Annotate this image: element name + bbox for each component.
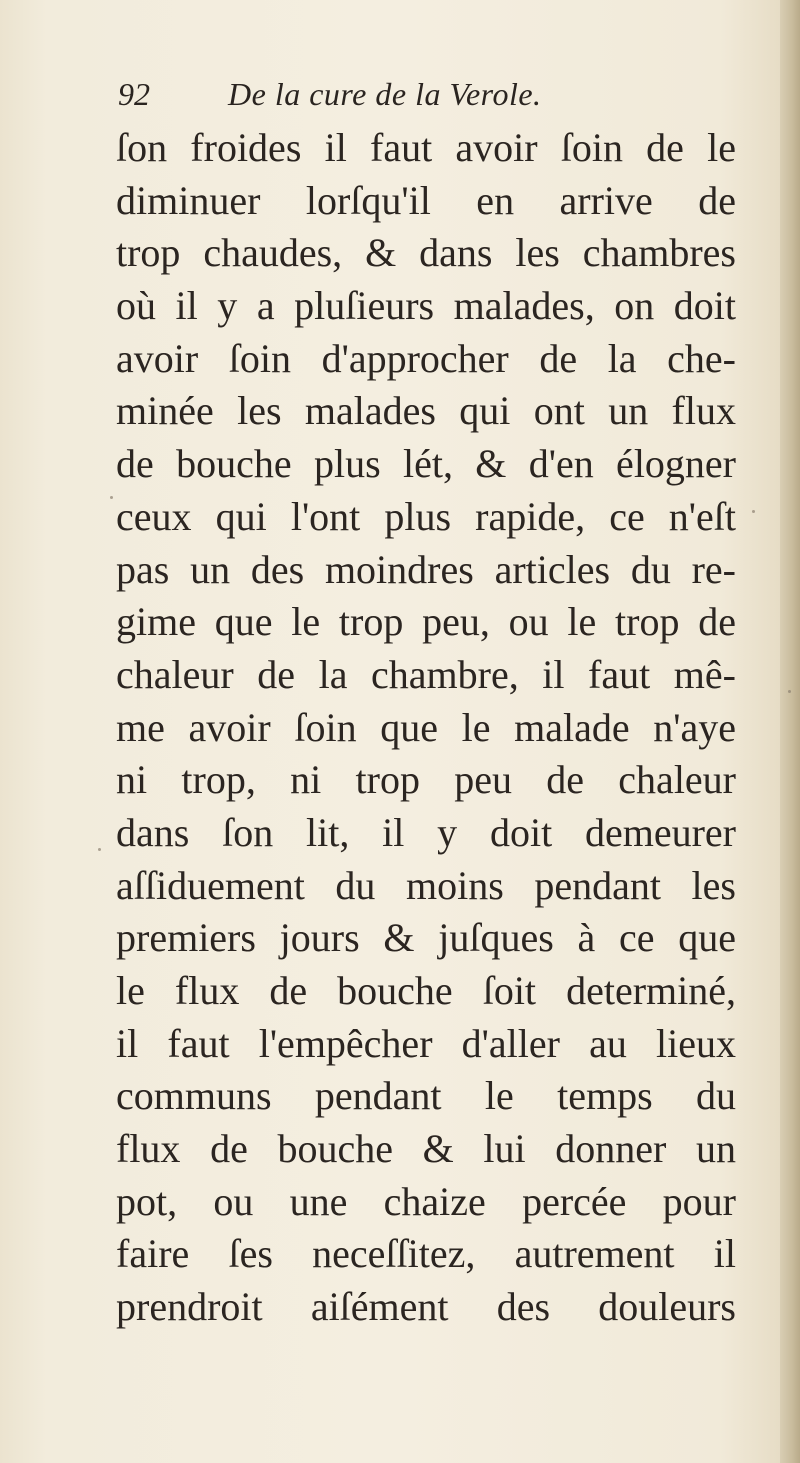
text-line: premiers jours & juſques à ce que xyxy=(116,915,736,961)
text-line: où il y a pluſieurs malades, on doit xyxy=(116,283,736,329)
text-line: ni trop, ni trop peu de chaleur xyxy=(116,757,736,803)
text-line: gime que le trop peu, ou le trop de xyxy=(116,599,736,645)
text-line: prendroit aiſément des douleurs xyxy=(116,1284,736,1330)
text-line: faire ſes neceſſitez, autrement il xyxy=(116,1231,736,1277)
text-line: me avoir ſoin que le malade n'aye xyxy=(116,704,736,750)
text-line: pot, ou une chaize percée pour xyxy=(116,1178,736,1224)
text-line: aſſiduement du moins pendant les xyxy=(116,862,736,908)
text-line: il faut l'empêcher d'aller au lieux xyxy=(116,1020,736,1066)
text-line: communs pendant le temps du xyxy=(116,1073,736,1119)
text-line: pas un des moindres articles du re- xyxy=(116,546,736,592)
text-line: minée les malades qui ont un flux xyxy=(116,388,736,434)
text-line: de bouche plus lét, & d'en élogner xyxy=(116,441,736,487)
paper-speck xyxy=(788,690,791,693)
paper-speck xyxy=(752,510,755,513)
text-line: le flux de bouche ſoit determiné, xyxy=(116,968,736,1013)
text-line: avoir ſoin d'approcher de la che- xyxy=(116,335,736,381)
text-line: trop chaudes, & dans les chambres xyxy=(116,230,736,276)
text-line: diminuer lorſqu'il en arrive de xyxy=(116,177,736,223)
paper-speck xyxy=(110,496,113,499)
running-head: De la cure de la Verole. xyxy=(228,76,542,112)
body-text xyxy=(116,122,736,1334)
text-line: dans ſon lit, il y doit demeurer xyxy=(116,809,736,855)
page-header xyxy=(118,76,718,116)
paper-speck xyxy=(98,848,101,851)
text-line: chaleur de la chambre, il faut mê- xyxy=(116,651,736,697)
text-line: flux de bouche & lui donner un xyxy=(116,1126,736,1172)
page-number: 92 xyxy=(118,76,150,112)
text-line: ceux qui l'ont plus rapide, ce n'eſt xyxy=(116,493,736,539)
text-line: ſon froides il faut avoir ſoin de le xyxy=(116,125,736,170)
page-binding-edge xyxy=(780,0,800,1463)
